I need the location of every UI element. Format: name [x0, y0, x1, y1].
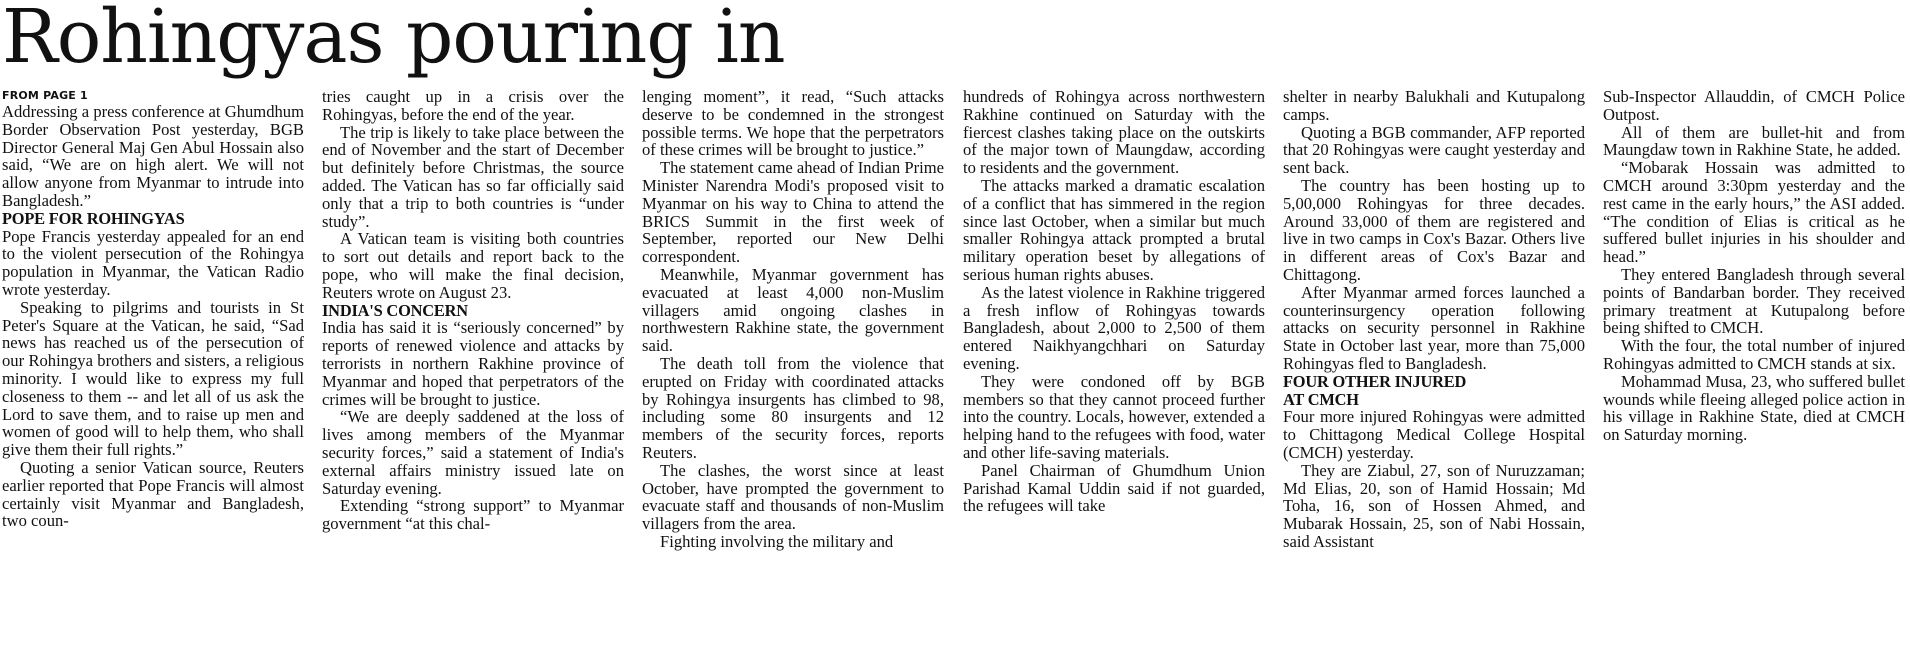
body-paragraph: Four more injured Rohingyas were admitted to Chittagong Medical College Hospital (CMCH) yesterday.	[1283, 407, 1585, 462]
body-paragraph: “Mobarak Hossain was admitted to CMCH around 3:30pm yesterday and the rest came in the early hours,” the ASI added. “The condition of Elias is critical as he suffered bullet injuries in his shoulder and head.”	[1603, 158, 1905, 267]
article-column-3	[642, 88, 944, 551]
body-paragraph: Speaking to pilgrims and tourists in St Peter's Square at the Vatican, he said, “Sad news has reached us of the persecution of our Rohingya brothers and sisters, a religious minority. I would like to express my full closeness to them -- and let all of us ask the Lord to save them, and to raise up men and women of good will to help them, who shall give them their full rights.”	[2, 297, 304, 460]
body-paragraph: As the latest violence in Rakhine triggered a fresh inflow of Rohingyas towards Bangladesh, about 2,000 to 2,500 of them entered Naikhyangchhari on Saturday evening.	[963, 282, 1265, 373]
article-column-1	[2, 88, 304, 530]
subheading: FOUR OTHER INJURED	[1283, 371, 1467, 391]
body-paragraph: Mohammad Musa, 23, who suffered bullet wounds while fleeing alleged police action in his village in Rakhine State, died at CMCH on Saturday morning.	[1603, 371, 1905, 445]
body-paragraph: The attacks marked a dramatic escalation of a conflict that has simmered in the region since last October, when a similar but much smaller Rohingya attack prompted a brutal military operation beset by allegations of serious human rights abuses.	[963, 175, 1265, 284]
body-paragraph: A Vatican team is visiting both countries to sort out details and report back to the pope, who will make the final decision, Reuters wrote on August 23.	[322, 229, 624, 302]
body-paragraph: “We are deeply saddened at the loss of lives among members of the Myanmar security forces,” said a statement of India's external affairs ministry issued late on Saturday evening.	[322, 407, 624, 498]
body-paragraph: lenging moment”, it read, “Such attacks deserve to be condemned in the strongest possible terms. We hope that the perpetrators of these crimes will be brought to justice.”	[642, 87, 944, 160]
body-paragraph: They were condoned off by BGB members so that they cannot proceed further into the country. Locals, however, extended a helping hand to the refugees with food, water and other life-saving materials.	[963, 371, 1265, 462]
body-paragraph: They are Ziabul, 27, son of Nuruzzaman; Md Elias, 20, son of Hamid Hossain; Md Toha, 16, son of Hossen Ahmed, and Mubarak Hossain, 25, son of Nabi Hossain, said Assistant	[1283, 460, 1585, 551]
article-column-2	[322, 88, 624, 533]
body-paragraph: The clashes, the worst since at least October, have prompted the government to evacuate staff and thousands of non-Muslim villagers from the area.	[642, 460, 944, 534]
body-paragraph: Quoting a BGB commander, AFP reported that 20 Rohingyas were caught yesterday and sent back.	[1283, 122, 1585, 178]
body-paragraph: After Myanmar armed forces launched a counterinsurgency operation following attacks on security personnel in Rakhine State in October last year, more than 75,000 Rohingyas fled to Bangladesh.	[1283, 282, 1585, 373]
body-paragraph: tries caught up in a crisis over the Rohingyas, before the end of the year.	[322, 87, 624, 124]
subheading: AT CMCH	[1283, 389, 1359, 409]
body-paragraph: The trip is likely to take place between the end of November and the start of December but definitely before Christmas, the source added. The Vatican has so far officially said only that a trip to both countries is “under study”.	[322, 122, 624, 231]
body-paragraph: The death toll from the violence that erupted on Friday with coordinated attacks by Rohingya insurgents has climbed to 98, including some 80 insurgents and 12 members of the security forces, reports Reuters.	[642, 353, 944, 462]
body-paragraph: Meanwhile, Myanmar government has evacuated at least 4,000 non-Muslim villagers amid ongoing clashes in northwestern Rakhine state, the government said.	[642, 264, 944, 356]
body-paragraph: Fighting involving the military and	[660, 531, 894, 551]
body-paragraph: Quoting a senior Vatican source, Reuters earlier reported that Pope Francis will almost certainly visit Myanmar and Bangladesh, two coun-	[2, 457, 304, 531]
article-column-5	[1283, 88, 1585, 551]
body-paragraph: All of them are bullet-hit and from Maungdaw town in Rakhine State, he added.	[1603, 122, 1905, 160]
body-paragraph: Addressing a press conference at Ghumdhum Border Observation Post yesterday, BGB Director General Maj Gen Abul Hossain also said, “We are on high alert. We will not allow anyone from Myanmar to intrude into Bangladesh.”	[2, 102, 304, 210]
body-paragraph: Pope Francis yesterday appealed for an end to the violent persecution of the Rohingya population in Myanmar, the Vatican Radio wrote yesterday.	[2, 226, 304, 299]
body-paragraph: Sub-Inspector Allauddin, of CMCH Police Outpost.	[1603, 87, 1905, 124]
body-paragraph: The country has been hosting up to 5,00,000 Rohingyas for three decades. Around 33,000 of them are registered and live in two camps in Cox's Bazar. Others live in different areas of Cox's Bazar and Chittagong.	[1283, 175, 1585, 284]
headline: Rohingyas pouring in	[2, 0, 785, 80]
body-paragraph: With the four, the total number of injured Rohingyas admitted to CMCH stands at six.	[1603, 336, 1905, 373]
article-column-6	[1603, 88, 1905, 444]
body-paragraph: hundreds of Rohingya across northwestern Rakhine continued on Saturday with the fiercest clashes taking place on the outskirts of the major town of Maungdaw, according to residents and the government.	[963, 87, 1265, 178]
subheading: POPE FOR ROHINGYAS	[2, 208, 185, 228]
body-paragraph: shelter in nearby Balukhali and Kutupalong camps.	[1283, 87, 1585, 124]
body-paragraph: Panel Chairman of Ghumdhum Union Parishad Kamal Uddin said if not guarded, the refugees will take	[963, 460, 1265, 516]
body-paragraph: India has said it is “seriously concerned” by reports of renewed violence and attacks by terrorists in northern Rakhine province of Myanmar and hoped that perpetrators of the crimes will be brought to justice.	[322, 318, 624, 409]
body-paragraph: The statement came ahead of Indian Prime Minister Narendra Modi's proposed visit to Myanmar on his way to China to attend the BRICS Summit in the first week of September, reported our New Delhi correspondent.	[642, 158, 944, 267]
from-page-label: FROM PAGE 1	[2, 89, 88, 102]
body-paragraph: Extending “strong support” to Myanmar government “at this chal-	[322, 496, 624, 534]
subheading: INDIA'S CONCERN	[322, 300, 468, 320]
article-column-4	[963, 88, 1265, 515]
body-paragraph: They entered Bangladesh through several points of Bandarban border. They received primary treatment at Kutupalong before being shifted to CMCH.	[1603, 264, 1905, 338]
